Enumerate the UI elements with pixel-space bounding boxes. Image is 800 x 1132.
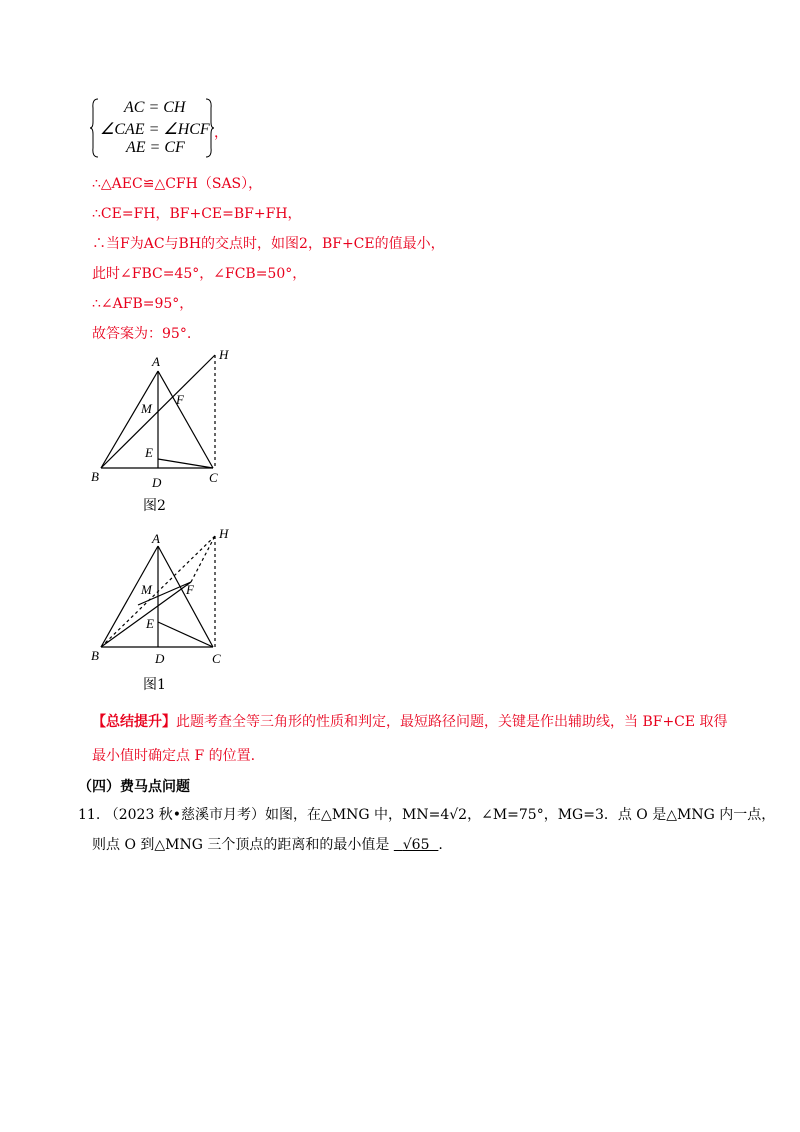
label-f: F <box>186 582 194 597</box>
label-f: F <box>176 392 184 407</box>
label-m: M <box>141 401 152 416</box>
label-c: C <box>209 470 218 485</box>
label-h: H <box>219 347 229 362</box>
summary-text-1: 此题考查全等三角形的性质和判定，最短路径问题，关键是作出辅助线，当 BF+CE 取得 <box>176 714 728 730</box>
right-brace <box>204 98 214 158</box>
segment-ac <box>158 371 213 468</box>
solution-line-6: 故答案为：95°. <box>92 326 192 342</box>
problem-line-1 <box>78 804 775 824</box>
figure-1-diagram <box>85 522 245 672</box>
label-e: E <box>146 616 154 631</box>
segment-fh-dashed <box>191 536 215 582</box>
equation-angle-cae-hcf: ∠CAE = ∠HCF <box>100 121 210 138</box>
label-e: E <box>145 445 153 460</box>
label-a: A <box>152 531 160 546</box>
section-title: （四）费马点问题 <box>78 779 190 795</box>
problem-number: 11. <box>78 807 101 823</box>
label-c: C <box>212 651 221 666</box>
label-a: A <box>152 354 160 369</box>
equation-ae-cf: AE = CF <box>126 139 185 156</box>
problem-end: . <box>438 837 443 853</box>
solution-line-1: ∴△AEC≌△CFH（SAS）， <box>92 176 263 192</box>
problem-line-2 <box>92 834 443 854</box>
solution-line-5: ∴∠AFB=95°， <box>92 296 194 312</box>
figure-1-caption: 图1 <box>143 677 166 693</box>
segment-ec <box>158 459 213 468</box>
left-brace <box>90 98 100 158</box>
summary-line-2: 最小值时确定点 F 的位置. <box>92 748 256 764</box>
answer-value: √65 <box>402 837 430 853</box>
figure-2-caption: 图2 <box>143 498 166 514</box>
figure-2-diagram <box>85 345 245 495</box>
label-d: D <box>155 651 165 666</box>
summary-tag: 【总结提升】 <box>92 714 176 730</box>
equation-ac-ch: AC = CH <box>124 99 186 116</box>
solution-line-3: ∴当F为AC与BH的交点时，如图2，BF+CE的值最小， <box>92 236 445 252</box>
segment-ec <box>158 622 213 647</box>
answer-blank <box>394 837 439 853</box>
system-comma: ， <box>214 125 228 141</box>
label-d: D <box>152 475 162 490</box>
label-b: B <box>91 648 99 663</box>
solution-line-2: ∴CE=FH，BF+CE=BF+FH， <box>92 206 302 222</box>
label-m: M <box>141 582 152 597</box>
label-b: B <box>91 469 99 484</box>
label-h: H <box>219 526 229 541</box>
problem-text-2: 则点 O 到△MNG 三个顶点的距离和的最小值是 <box>92 837 390 853</box>
summary-line-1 <box>92 711 728 731</box>
solution-line-4: 此时∠FBC=45°，∠FCB=50°， <box>92 266 307 282</box>
problem-text-1: （2023 秋•慈溪市月考）如图，在△MNG 中，MN=4√2，∠M=75°，MG=3．点 O 是△MNG 内一点， <box>104 807 776 823</box>
